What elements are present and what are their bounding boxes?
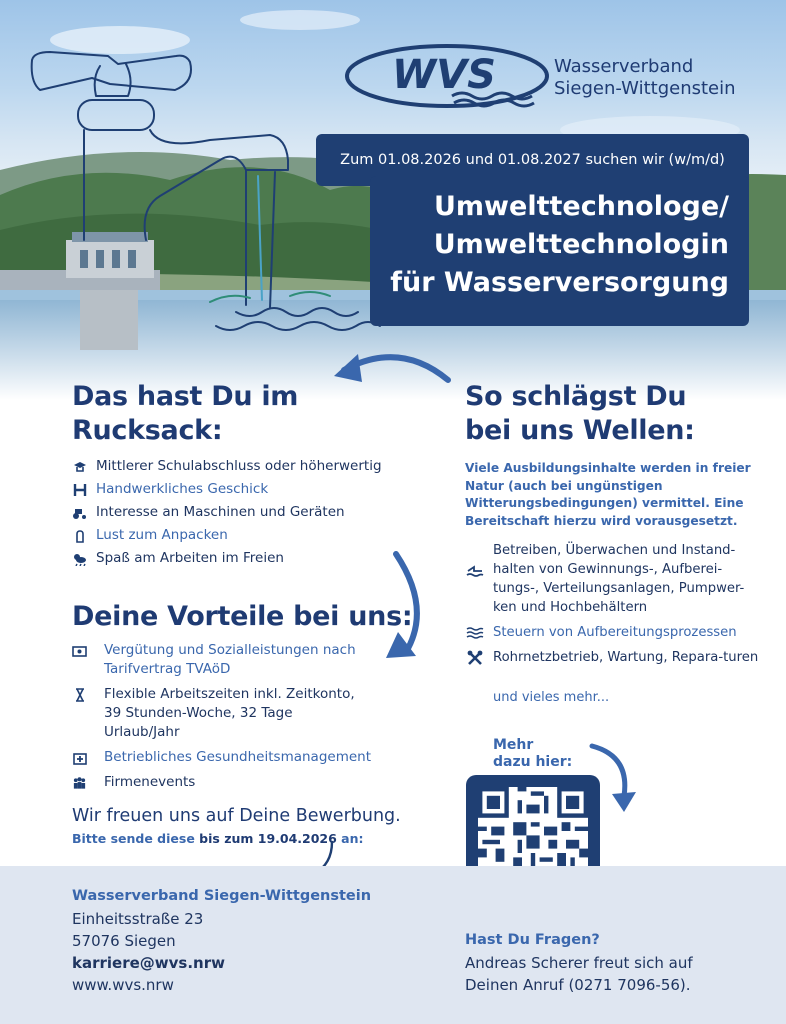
rucksack-item-text: Interesse an Maschinen und Geräten xyxy=(96,504,345,520)
headline-title-line1: Umwelttechnologe/ xyxy=(434,191,729,222)
rucksack-item-text: Lust zum Anpacken xyxy=(96,527,228,543)
logo-mark xyxy=(344,40,554,112)
hand-icon xyxy=(72,528,87,543)
list-item xyxy=(72,547,382,570)
send-suffix: an: xyxy=(336,831,364,846)
tractor-icon xyxy=(72,505,87,520)
vorteile-item-text: Vergütung und Sozialleistungen nach Tarifvertrag TVAöD xyxy=(104,642,356,677)
people-icon xyxy=(72,775,87,790)
thanks-text: Wir freuen uns auf Deine Bewerbung. xyxy=(72,806,401,826)
logo-name-line1: Wasserverband xyxy=(554,56,694,77)
wrench-icon xyxy=(465,648,485,668)
rucksack-heading-line1: Das hast Du im xyxy=(72,381,299,412)
wellen-item-text: Rohrnetzbetrieb, Wartung, Repara-turen xyxy=(493,650,759,665)
waves-icon xyxy=(465,623,485,643)
contact-city: 57076 Siegen xyxy=(72,932,176,950)
wellen-heading-line1: So schlägst Du xyxy=(465,381,687,412)
logo-text xyxy=(554,56,736,100)
contact-email[interactable]: karriere@wvs.nrw xyxy=(72,954,225,972)
rucksack-heading-line2: Rucksack: xyxy=(72,415,223,446)
send-deadline: bis zum 19.04.2026 xyxy=(199,831,337,846)
list-item xyxy=(72,524,382,547)
rucksack-list xyxy=(72,455,382,570)
health-icon xyxy=(72,750,87,765)
vorteile-item-text: Firmenevents xyxy=(104,774,196,790)
list-item xyxy=(72,773,372,792)
wellen-heading xyxy=(465,380,695,448)
logo-letters: WVS xyxy=(392,52,496,98)
rucksack-item-text: Mittlerer Schulabschluss oder höherwertig xyxy=(96,458,382,474)
hourglass-icon xyxy=(72,687,87,702)
list-item xyxy=(72,478,382,501)
money-icon xyxy=(72,643,87,658)
headline-title-box xyxy=(370,176,749,326)
list-item xyxy=(465,623,765,642)
vorteile-item-text: Flexible Arbeitszeiten inkl. Zeitkonto, 39 Stunden-Woche, 32 Tage Urlaub/Jahr xyxy=(104,686,355,740)
list-item xyxy=(72,641,372,679)
contact-org: Wasserverband Siegen-Wittgenstein xyxy=(72,888,372,904)
headline-intro: Zum 01.08.2026 und 01.08.2027 suchen wir (w/m/d) xyxy=(340,152,725,168)
weather-icon xyxy=(72,551,87,566)
contact-web[interactable]: www.wvs.nrw xyxy=(72,976,174,994)
questions-line2: Deinen Anruf (0271 7096-56). xyxy=(465,976,691,994)
qr-label xyxy=(493,737,572,771)
vorteile-heading: Deine Vorteile bei uns: xyxy=(72,601,413,632)
more-text: und vieles mehr... xyxy=(493,690,610,705)
list-item xyxy=(72,455,382,478)
questions-line1: Andreas Scherer freut sich auf xyxy=(465,954,693,972)
wellen-intro: Viele Ausbildungsinhalte werden in freier Natur (auch bei ungünstigen Witterungsbedingungen) vermittel. Eine Bereitschaft hierzu wird vorausgesetzt. xyxy=(465,461,751,528)
contact-street: Einheitsstraße 23 xyxy=(72,910,204,928)
questions-heading: Hast Du Fragen? xyxy=(465,932,600,948)
curved-arrow-left xyxy=(330,340,470,400)
qr-label-line2: dazu hier: xyxy=(493,754,573,770)
headline-title-line2: Umwelttechnologin xyxy=(433,229,729,260)
logo-name-line2: Siegen-Wittgenstein xyxy=(554,78,736,99)
wvs-logo xyxy=(344,40,744,112)
headline-title-line3: für Wasserversorgung xyxy=(390,267,729,298)
list-item xyxy=(465,541,765,617)
send-prefix: Bitte sende diese xyxy=(72,831,200,846)
wellen-item-text: Betreiben, Überwachen und Instand-halten von Gewinnungs-, Aufberei-tungs-, Verteilungsanlagen, Pumpwer-ken und Hochbehältern xyxy=(493,543,745,615)
graduation-cap-icon xyxy=(72,459,87,474)
water-plant-icon xyxy=(465,561,485,581)
vorteile-item-text: Betriebliches Gesundheitsmanagement xyxy=(104,749,372,765)
list-item xyxy=(72,748,392,767)
wellen-list xyxy=(465,541,765,673)
wellen-heading-line2: bei uns Wellen: xyxy=(465,415,695,446)
qr-label-line1: Mehr xyxy=(493,737,534,753)
vorteile-list xyxy=(72,641,392,798)
list-item xyxy=(465,648,765,667)
list-item xyxy=(72,501,382,524)
rucksack-item-text: Handwerkliches Geschick xyxy=(96,481,269,497)
rucksack-item-text: Spaß am Arbeiten im Freien xyxy=(96,550,284,566)
wellen-item-text: Steuern von Aufbereitungsprozessen xyxy=(493,625,737,640)
tools-icon xyxy=(72,482,87,497)
list-item xyxy=(72,685,372,742)
rucksack-heading xyxy=(72,380,298,448)
